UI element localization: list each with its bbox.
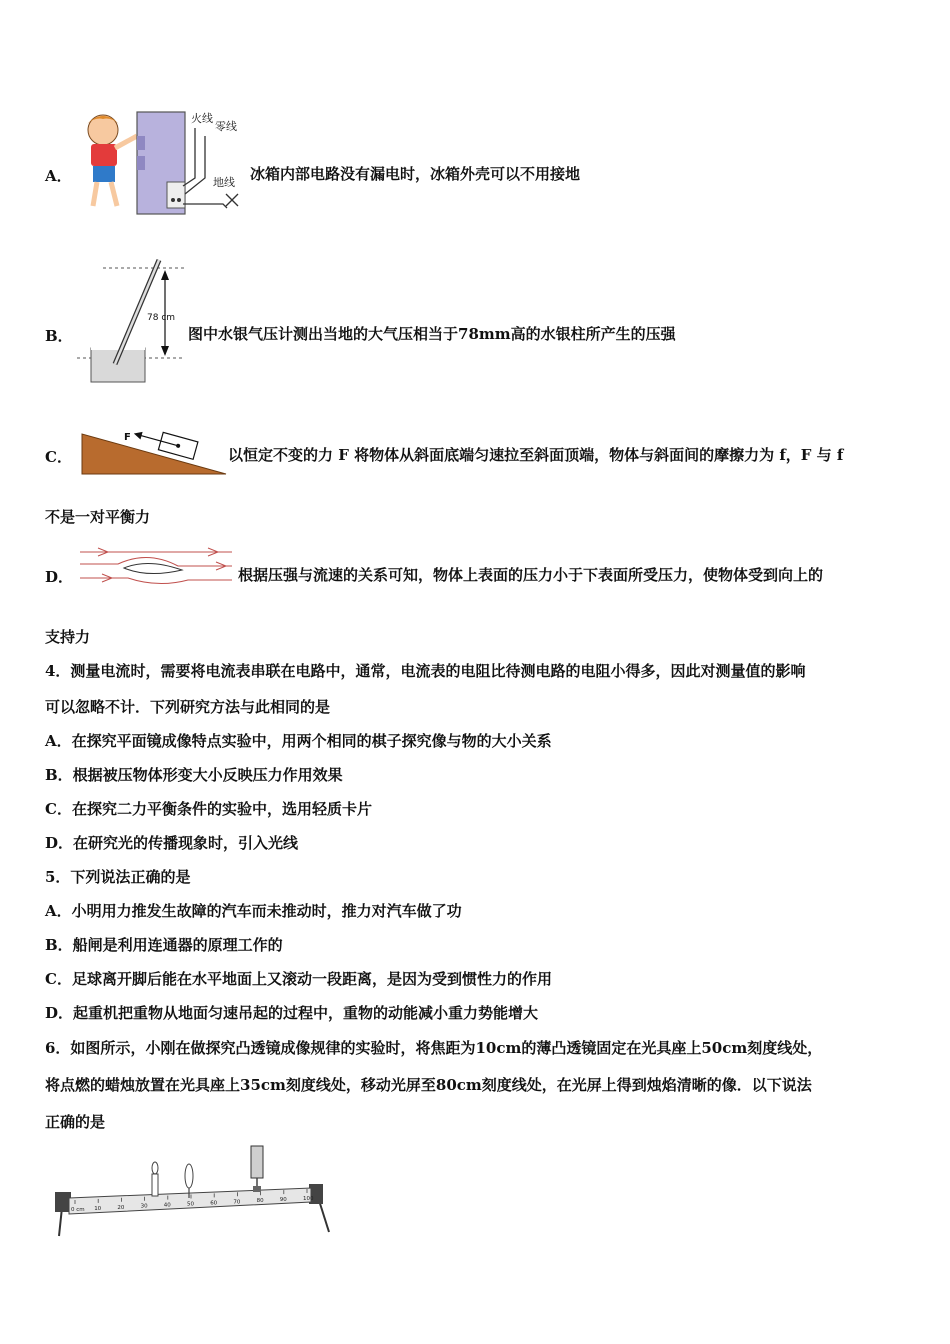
- q6-stem-line2: 将点燃的蜡烛放置在光具座上35cm刻度线处，移动光屏至80cm刻度线处，在光屏上得到烛焰清晰的像．以下说法: [45, 1076, 812, 1094]
- q3-option-c-text-line1: 以恒定不变的力 F 将物体从斜面底端匀速拉至斜面顶端，物体与斜面间的摩擦力为 f，F 与 f: [228, 446, 844, 464]
- airflow-wing-figure: [78, 544, 234, 588]
- incline-plane: [82, 434, 226, 474]
- boy-arm: [115, 136, 137, 148]
- boy-shorts: [93, 166, 115, 182]
- live-wire-label: 火线: [191, 112, 213, 125]
- mercury-barometer-figure: [75, 258, 187, 386]
- q4-option-d: D．在研究光的传播现象时，引入光线: [45, 834, 299, 852]
- bench-tick-label: 40: [163, 1202, 171, 1209]
- q3-option-b-label: B．: [45, 327, 73, 345]
- q4-option-c: C．在探究二力平衡条件的实验中，选用轻质卡片: [45, 800, 372, 818]
- convex-lens: [185, 1164, 193, 1188]
- q5-option-d: D．起重机把重物从地面匀速吊起的过程中，重物的动能减小重力势能增大: [45, 1004, 539, 1022]
- bench-tick-label: 10: [94, 1205, 102, 1212]
- q4-stem-line2: 可以忽略不计．下列研究方法与此相同的是: [45, 698, 331, 716]
- candle-flame: [152, 1162, 158, 1174]
- q3-option-c-label: C．: [45, 448, 72, 466]
- ground-wire: [183, 204, 227, 208]
- bench-tick-label: 90: [279, 1197, 287, 1204]
- bench-tick-label: 70: [233, 1199, 241, 1206]
- bench-tick-label: 50: [187, 1201, 194, 1208]
- optical-bench-figure: [45, 1140, 337, 1240]
- q5-option-a: A．小明用力推发生故障的汽车而未推动时，推力对汽车做了功: [45, 902, 462, 920]
- fridge-grounding-figure: [75, 108, 250, 218]
- bench-tick-label: 20: [117, 1204, 125, 1211]
- q5-option-b: B．船闸是利用连通器的原理工作的: [45, 936, 283, 954]
- q3-option-d-text-line1: 根据压强与流速的关系可知，物体上表面的压力小于下表面所受压力，使物体受到向上的: [238, 566, 824, 584]
- q3-option-c-text-line2: 不是一对平衡力: [45, 508, 151, 526]
- q4-option-a: A．在探究平面镜成像特点实验中，用两个相同的棋子探究像与物的大小关系: [45, 732, 552, 750]
- q4-stem-line1: 4．测量电流时，需要将电流表串联在电路中，通常，电流表的电阻比待测电路的电阻小得多，因此对测量值的影响: [45, 662, 806, 680]
- candle: [152, 1174, 158, 1196]
- bench-tick-label: 30: [140, 1203, 148, 1210]
- ground-wire-label: 地线: [213, 176, 235, 189]
- q4-option-b: B．根据被压物体形变大小反映压力作用效果: [45, 766, 343, 784]
- q3-option-a-label: A．: [45, 167, 72, 185]
- bench-tick-label: 60: [210, 1200, 218, 1207]
- bench-tick-label: 80: [256, 1198, 264, 1205]
- q3-option-a-text: 冰箱内部电路没有漏电时，冰箱外壳可以不用接地: [250, 165, 581, 183]
- airflow-line-bottom: [80, 578, 232, 584]
- q6-stem-line3: 正确的是: [45, 1113, 106, 1131]
- boy-shirt: [91, 144, 117, 166]
- q5-option-c: C．足球离开脚后能在水平地面上又滚动一段距离，是因为受到惯性力的作用: [45, 970, 552, 988]
- q3-option-b-text: 图中水银气压计测出当地的大气压相当于78mm高的水银柱所产生的压强: [188, 325, 676, 343]
- q6-stem-line1: 6．如图所示，小刚在做探究凸透镜成像规律的实验时，将焦距为10cm的薄凸透镜固定在光具座上50cm刻度线处，: [45, 1039, 823, 1057]
- height-label: 78 cm: [147, 313, 176, 323]
- incline-figure: [80, 426, 228, 476]
- light-screen: [251, 1146, 263, 1178]
- force-label: F: [124, 432, 131, 443]
- q3-option-d-text-line2: 支持力: [45, 628, 91, 646]
- fridge-plug: [167, 182, 185, 208]
- bench-tick-label: 100: [303, 1196, 314, 1202]
- q3-option-d-label: D．: [45, 568, 74, 586]
- bench-tick-label: 0 cm: [71, 1207, 85, 1213]
- neutral-wire-label: 零线: [215, 120, 237, 133]
- wing-shape: [124, 563, 182, 573]
- q5-stem: 5．下列说法正确的是: [45, 868, 191, 886]
